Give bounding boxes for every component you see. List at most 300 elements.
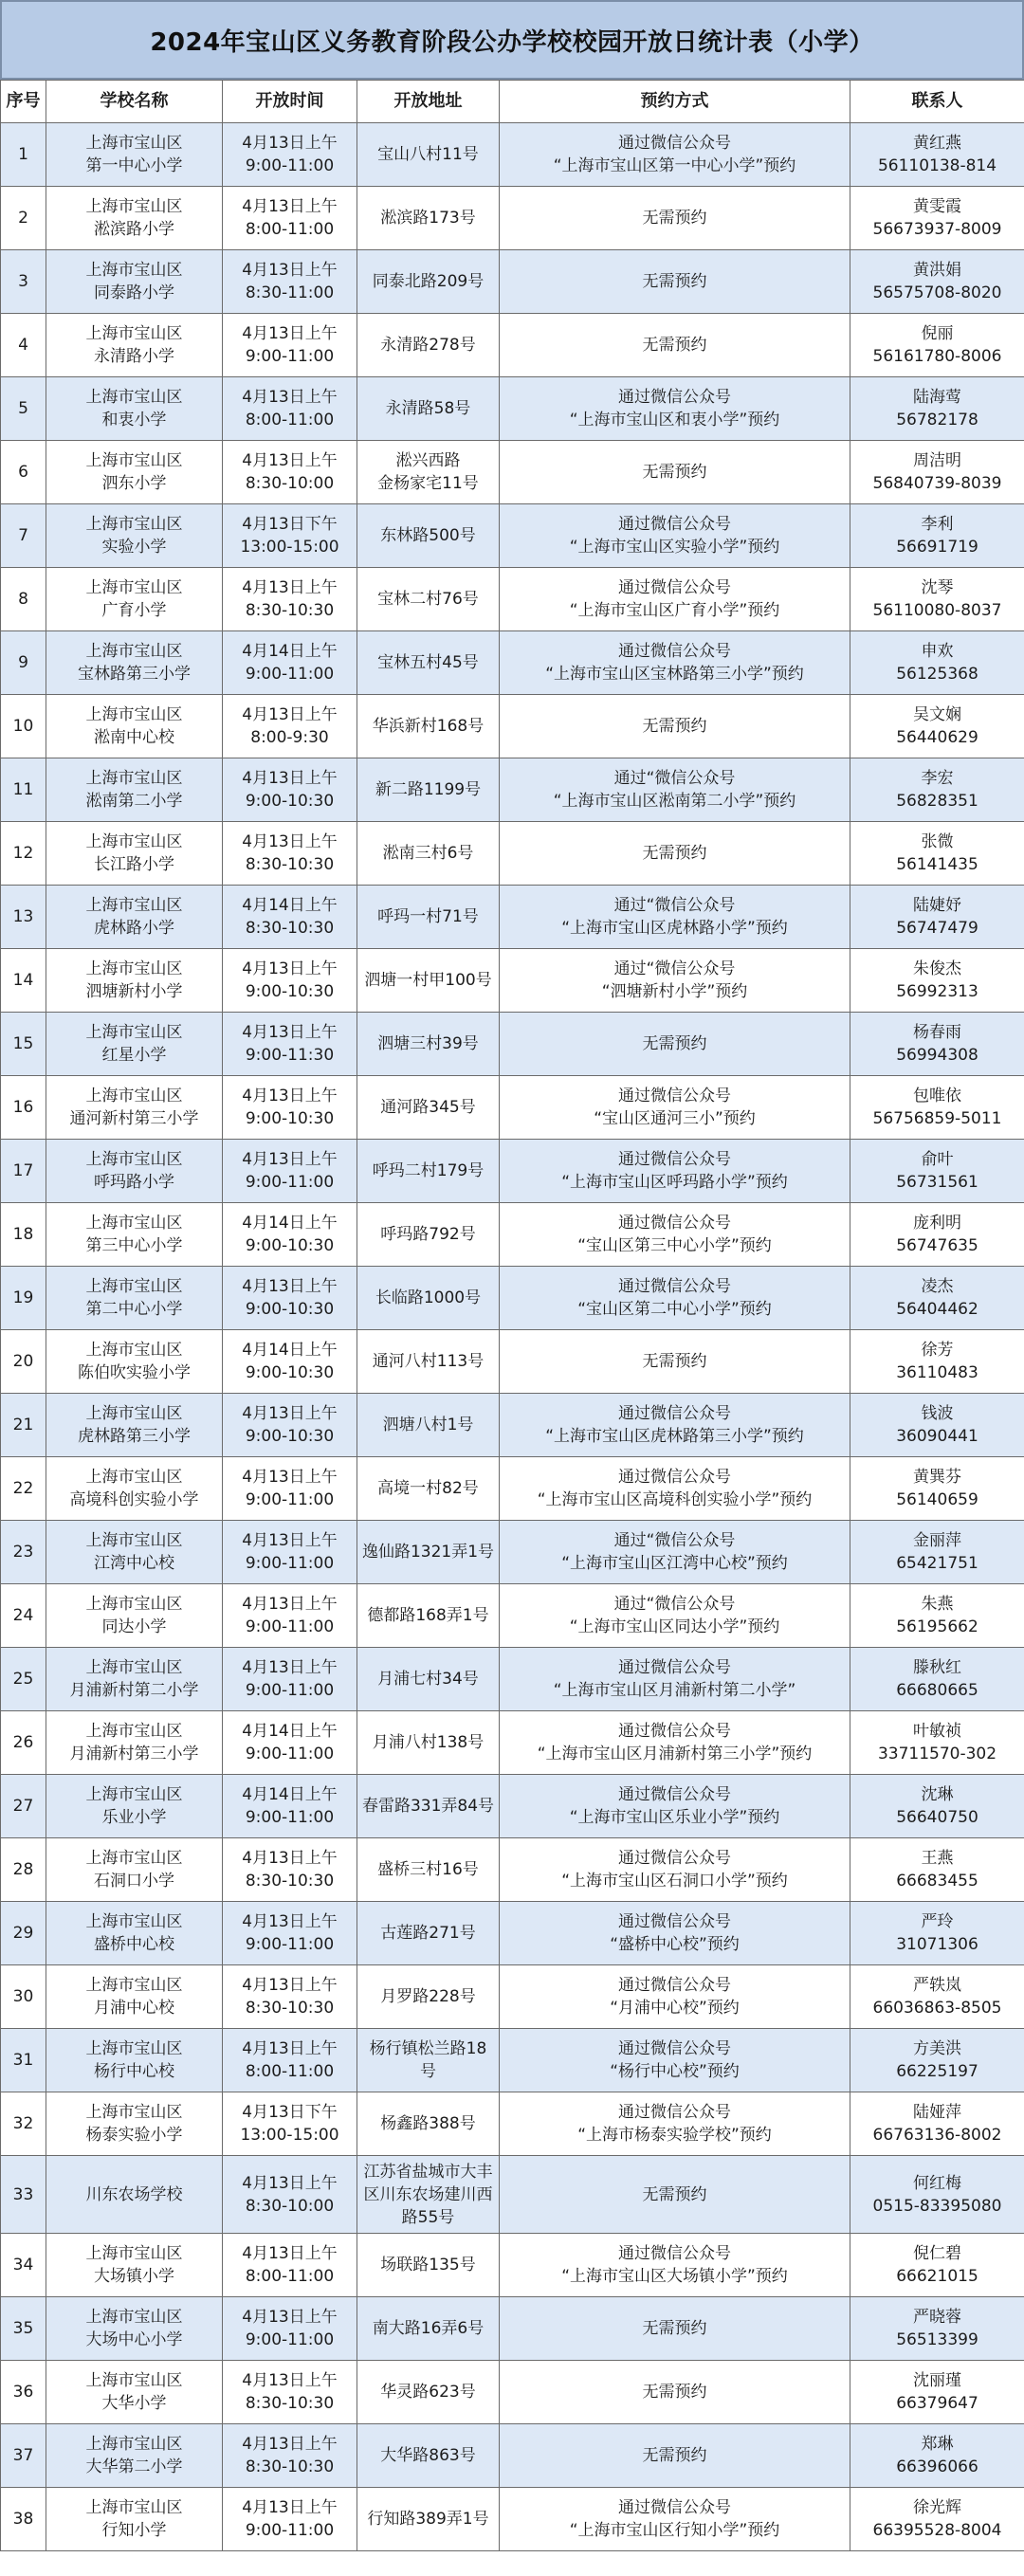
table-row (1, 1457, 1024, 1521)
cell-address-line: 通河八村113号 (372, 1352, 485, 1371)
cell-address-line: 宝林二村76号 (377, 590, 479, 609)
table-row (1, 1330, 1024, 1394)
cell-address-line: 同泰北路209号 (372, 272, 485, 291)
cell-contact-line: 沈琴 (921, 578, 954, 597)
cell-reservation-line: 通过微信公众号 (618, 1150, 731, 1169)
cell-no-line: 27 (12, 1797, 34, 1816)
cell-reservation-line: “上海市宝山区淞南第二小学”预约 (553, 792, 796, 811)
cell-reservation (500, 695, 850, 758)
cell-reservation (500, 1584, 850, 1648)
cell-contact-line: 0515-83395080 (872, 2196, 1002, 2216)
cell-reservation-line: 无需预约 (642, 1352, 707, 1371)
cell-contact-line: 严玲 (921, 1912, 954, 1931)
header-row (1, 81, 1024, 123)
cell-time (223, 2029, 357, 2092)
cell-reservation-line: 无需预约 (642, 336, 707, 355)
cell-contact (850, 2092, 1024, 2156)
cell-school-line: 同泰路小学 (94, 283, 174, 302)
cell-address-line: 呼玛一村71号 (377, 907, 479, 926)
cell-time (223, 123, 357, 187)
cell-no (1, 631, 46, 695)
cell-address-line: 盛桥三村16号 (377, 1860, 479, 1879)
cell-school-line: 上海市宝山区 (85, 2244, 183, 2263)
cell-no (1, 1203, 46, 1267)
cell-contact-line: 66763136-8002 (872, 2126, 1002, 2145)
cell-time-line: 9:00-11:00 (245, 347, 335, 366)
cell-address (357, 2234, 500, 2297)
cell-no (1, 2029, 46, 2092)
cell-reservation (500, 1394, 850, 1457)
cell-time-line: 4月13日上午 (242, 1277, 338, 1296)
cell-address-line: 区川东农场建川西 (363, 2184, 493, 2204)
cell-reservation-line: “上海市宝山区呼玛路小学”预约 (561, 1173, 788, 1192)
cell-no-line: 24 (12, 1606, 34, 1625)
table-row (1, 1584, 1024, 1648)
cell-contact-line: 56756859-5011 (872, 1109, 1002, 1128)
cell-no (1, 1267, 46, 1330)
cell-address-line: 南大路16弄6号 (372, 2319, 485, 2338)
cell-address (357, 822, 500, 886)
cell-contact-line: 申欢 (921, 642, 954, 661)
cell-address (357, 1203, 500, 1267)
cell-reservation (500, 568, 850, 631)
cell-no-line: 12 (12, 844, 34, 863)
cell-school-line: 上海市宝山区 (85, 2039, 183, 2058)
table-row (1, 1076, 1024, 1140)
cell-contact-line: 叶敏祯 (913, 1722, 961, 1741)
cell-reservation-line: “上海市宝山区广育小学”预约 (569, 601, 780, 620)
cell-address-line: 淞滨路173号 (380, 209, 476, 228)
cell-reservation-line: 通过微信公众号 (618, 1404, 731, 1423)
cell-reservation (500, 949, 850, 1013)
cell-school-line: 上海市宝山区 (85, 642, 183, 661)
cell-contact (850, 187, 1024, 250)
cell-school (46, 1648, 223, 1711)
table-row (1, 1394, 1024, 1457)
cell-time-line: 4月13日上午 (242, 1468, 338, 1487)
cell-school-line: 杨行中心校 (94, 2062, 174, 2081)
cell-no (1, 1076, 46, 1140)
cell-school-line: 淞滨路小学 (94, 220, 174, 239)
cell-contact-line: 陆海莺 (913, 388, 961, 407)
cell-reservation-line: “上海市宝山区高境科创实验小学”预约 (537, 1490, 813, 1509)
table-row (1, 250, 1024, 314)
cell-address-line: 泗塘八村1号 (382, 1416, 474, 1434)
cell-school-line: 上海市宝山区 (85, 324, 183, 343)
cell-contact (850, 1838, 1024, 1902)
cell-time-line: 4月13日下午 (242, 515, 338, 534)
cell-no (1, 2488, 46, 2551)
cell-time-line: 8:30-10:30 (245, 2394, 335, 2413)
cell-contact-line: 张微 (921, 832, 954, 851)
cell-address-line: 淞南三村6号 (382, 844, 474, 863)
cell-reservation-line: 通过“微信公众号 (613, 769, 736, 788)
cell-no-line: 15 (12, 1034, 34, 1053)
cell-address-line: 杨鑫路388号 (380, 2114, 476, 2133)
cell-address (357, 1965, 500, 2029)
table-row (1, 631, 1024, 695)
cell-time (223, 886, 357, 949)
table-row (1, 1267, 1024, 1330)
cell-time-line: 4月14日上午 (242, 896, 338, 915)
cell-reservation (500, 314, 850, 377)
cell-no-line: 10 (12, 717, 34, 736)
cell-school-line: 上海市宝山区 (85, 1785, 183, 1804)
cell-reservation-line: “上海市宝山区江湾中心校”预约 (561, 1554, 788, 1573)
cell-time-line: 4月13日上午 (242, 2435, 338, 2454)
cell-school-line: 上海市宝山区 (85, 1214, 183, 1233)
cell-school (46, 822, 223, 886)
cell-no-line: 31 (12, 2051, 34, 2070)
cell-school (46, 2029, 223, 2092)
cell-no (1, 1965, 46, 2029)
cell-contact-line: 36110483 (896, 1363, 978, 1382)
table-row (1, 1838, 1024, 1902)
cell-no-line: 37 (12, 2446, 34, 2465)
cell-contact (850, 1775, 1024, 1838)
cell-reservation-line: “上海市宝山区乐业小学”预约 (569, 1808, 780, 1827)
cell-contact-line: 严晓蓉 (913, 2308, 961, 2327)
cell-school (46, 1203, 223, 1267)
table-row (1, 504, 1024, 568)
cell-reservation (500, 1076, 850, 1140)
table-row (1, 822, 1024, 886)
cell-address-line: 月浦七村34号 (377, 1670, 479, 1689)
cell-time-line: 9:00-11:00 (245, 665, 335, 684)
cell-time-line: 13:00-15:00 (240, 2126, 339, 2145)
cell-time (223, 1838, 357, 1902)
cell-time-line: 4月13日上午 (242, 705, 338, 724)
cell-contact-line: 56828351 (896, 792, 978, 811)
cell-no-line: 20 (12, 1352, 34, 1371)
cell-school-line: 上海市宝山区 (85, 2435, 183, 2454)
cell-address (357, 2361, 500, 2424)
cell-no-line: 11 (12, 780, 34, 799)
cell-contact-line: 方美洪 (913, 2039, 961, 2058)
cell-address (357, 1330, 500, 1394)
cell-school (46, 377, 223, 441)
cell-school (46, 2488, 223, 2551)
cell-school (46, 949, 223, 1013)
cell-school (46, 886, 223, 949)
cell-no-line: 5 (18, 399, 28, 418)
cell-address (357, 2297, 500, 2361)
cell-reservation (500, 1775, 850, 1838)
cell-contact-line: 66396066 (896, 2457, 978, 2476)
cell-address-line: 呼玛二村179号 (372, 1161, 485, 1180)
cell-reservation (500, 504, 850, 568)
table-row (1, 2156, 1024, 2234)
cell-reservation-line: 通过微信公众号 (618, 1849, 731, 1868)
cell-address-line: 泗塘三村39号 (377, 1034, 479, 1053)
cell-time-line: 8:30-10:30 (245, 855, 335, 874)
cell-reservation-line: 通过微信公众号 (618, 642, 731, 661)
cell-reservation (500, 886, 850, 949)
cell-address (357, 1394, 500, 1457)
cell-address (357, 2092, 500, 2156)
cell-contact-line: 33711570-302 (877, 1745, 997, 1763)
cell-address (357, 2156, 500, 2234)
cell-contact-line: 徐芳 (921, 1341, 954, 1360)
title-bar (0, 0, 1024, 80)
cell-time (223, 1902, 357, 1965)
cell-reservation-line: 无需预约 (642, 2319, 707, 2338)
cell-reservation-line: “上海市宝山区宝林路第三小学”预约 (545, 665, 804, 684)
cell-contact (850, 2234, 1024, 2297)
cell-address-line: 长临路1000号 (375, 1288, 482, 1307)
cell-school-line: 上海市宝山区 (85, 515, 183, 534)
cell-address (357, 631, 500, 695)
cell-contact-line: 黄雯霞 (913, 197, 961, 216)
cell-no-line: 9 (18, 653, 28, 672)
cell-time (223, 1521, 357, 1584)
cell-reservation-line: 通过微信公众号 (618, 515, 731, 534)
cell-time-line: 9:00-11:00 (245, 2330, 335, 2349)
table-row (1, 377, 1024, 441)
cell-address-line: 宝山八村11号 (377, 145, 479, 164)
cell-address (357, 1140, 500, 1203)
cell-reservation-line: 通过微信公众号 (618, 1087, 731, 1105)
cell-contact (850, 1965, 1024, 2029)
cell-school-line: 上海市宝山区 (85, 1976, 183, 1995)
cell-school-line: 上海市宝山区 (85, 197, 183, 216)
cell-reservation-line: “泗塘新村小学”预约 (601, 982, 748, 1001)
cell-reservation-line: 通过微信公众号 (618, 1976, 731, 1995)
cell-address (357, 1521, 500, 1584)
cell-school-line: 上海市宝山区 (85, 1849, 183, 1868)
table-row (1, 123, 1024, 187)
cell-time-line: 9:00-11:30 (245, 1046, 335, 1065)
cell-contact-line: 31071306 (896, 1935, 978, 1954)
cell-school-line: 上海市宝山区 (85, 1087, 183, 1105)
cell-time-line: 8:30-10:30 (245, 1872, 335, 1891)
cell-reservation-line: “月浦中心校”预约 (610, 1999, 740, 2018)
cell-time-line: 4月13日上午 (242, 1150, 338, 1169)
header-no: 序号 (1, 81, 46, 123)
cell-school-line: 红星小学 (101, 1046, 167, 1065)
cell-time-line: 4月13日上午 (242, 1912, 338, 1931)
table-row (1, 2092, 1024, 2156)
cell-reservation-line: 通过“微信公众号 (613, 959, 736, 978)
cell-contact-line: 朱俊杰 (913, 959, 961, 978)
cell-reservation-line: 通过微信公众号 (618, 1785, 731, 1804)
cell-time-line: 4月13日上午 (242, 1658, 338, 1677)
cell-no (1, 504, 46, 568)
table-row (1, 758, 1024, 822)
cell-time (223, 1457, 357, 1521)
cell-reservation-line: 无需预约 (642, 1034, 707, 1053)
cell-time-line: 8:30-10:30 (245, 919, 335, 938)
cell-contact (850, 1902, 1024, 1965)
cell-reservation (500, 2488, 850, 2551)
table-row (1, 1902, 1024, 1965)
cell-time-line: 4月13日上午 (242, 1404, 338, 1423)
cell-contact (850, 377, 1024, 441)
cell-contact (850, 949, 1024, 1013)
cell-reservation-line: 通过微信公众号 (618, 2103, 731, 2122)
cell-reservation-line: 通过微信公众号 (618, 578, 731, 597)
cell-time (223, 695, 357, 758)
cell-address (357, 441, 500, 504)
cell-time (223, 1076, 357, 1140)
cell-time (223, 2488, 357, 2551)
cell-time (223, 1013, 357, 1076)
cell-time-line: 9:00-11:00 (245, 1490, 335, 1509)
cell-contact-line: 沈丽瑾 (913, 2371, 961, 2390)
cell-school-line: 月浦中心校 (94, 1999, 174, 2018)
cell-address (357, 1838, 500, 1902)
cell-reservation-line: “上海市宝山区大场镇小学”预约 (561, 2267, 788, 2286)
cell-time-line: 9:00-10:30 (245, 1427, 335, 1446)
cell-time (223, 504, 357, 568)
cell-school-line: 广育小学 (101, 601, 167, 620)
cell-school (46, 758, 223, 822)
cell-school-line: 陈伯吹实验小学 (78, 1363, 191, 1382)
cell-contact-line: 徐光辉 (913, 2498, 961, 2517)
table-row (1, 1965, 1024, 2029)
cell-school-line: 大场镇小学 (94, 2267, 174, 2286)
cell-time-line: 9:00-11:00 (245, 156, 335, 175)
cell-time-line: 4月13日上午 (242, 2371, 338, 2390)
cell-address-line: 大华路863号 (380, 2446, 476, 2465)
cell-no-line: 18 (12, 1225, 34, 1244)
cell-time-line: 8:30-10:30 (245, 1999, 335, 2018)
cell-school (46, 1013, 223, 1076)
cell-no (1, 758, 46, 822)
cell-address (357, 758, 500, 822)
cell-contact-line: 56440629 (896, 728, 978, 747)
cell-reservation-line: “上海市宝山区虎林路第三小学”预约 (545, 1427, 804, 1446)
cell-school (46, 2361, 223, 2424)
cell-contact-line: 朱燕 (921, 1595, 954, 1614)
cell-time-line: 8:00-11:00 (245, 411, 335, 429)
cell-time-line: 4月13日上午 (242, 388, 338, 407)
cell-reservation (500, 2297, 850, 2361)
cell-school-line: 上海市宝山区 (85, 769, 183, 788)
cell-time (223, 2297, 357, 2361)
cell-time-line: 8:00-11:00 (245, 220, 335, 239)
cell-reservation (500, 441, 850, 504)
cell-address-line: 行知路389弄1号 (367, 2510, 489, 2529)
cell-school (46, 2234, 223, 2297)
cell-contact-line: 66036863-8505 (872, 1999, 1002, 2018)
cell-reservation-line: 通过微信公众号 (618, 2039, 731, 2058)
cell-school-line: 高境科创实验小学 (69, 1490, 199, 1509)
cell-address-line: 月罗路228号 (380, 1987, 476, 2006)
cell-time (223, 441, 357, 504)
cell-contact-line: 56640750 (896, 1808, 978, 1827)
cell-time (223, 1648, 357, 1711)
cell-no (1, 441, 46, 504)
cell-school-line: 上海市宝山区 (85, 1023, 183, 1042)
cell-reservation-line: “上海市杨泰实验学校”预约 (577, 2126, 772, 2145)
table-row (1, 441, 1024, 504)
cell-address-line: 华浜新村168号 (372, 717, 485, 736)
cell-reservation-line: 通过“微信公众号 (613, 1595, 736, 1614)
cell-address-line: 永清路278号 (380, 336, 476, 355)
cell-school (46, 1584, 223, 1648)
cell-school-line: 大场中心小学 (85, 2330, 183, 2349)
table-row (1, 1775, 1024, 1838)
cell-time (223, 1267, 357, 1330)
cell-reservation-line: 通过微信公众号 (618, 1912, 731, 1931)
cell-contact-line: 陆娅萍 (913, 2103, 961, 2122)
cell-reservation (500, 631, 850, 695)
cell-address (357, 1267, 500, 1330)
cell-reservation-line: 通过微信公众号 (618, 1214, 731, 1233)
cell-reservation (500, 1902, 850, 1965)
cell-address (357, 2029, 500, 2092)
cell-time-line: 8:30-10:00 (245, 2196, 335, 2216)
cell-contact-line: 56161780-8006 (872, 347, 1002, 366)
cell-contact-line: 吴文娴 (913, 705, 961, 724)
cell-time-line: 9:00-10:30 (245, 1109, 335, 1128)
cell-school-line: 淞南第二小学 (85, 792, 183, 811)
cell-address-line: 永清路58号 (385, 399, 471, 418)
cell-reservation-line: 无需预约 (642, 2383, 707, 2402)
cell-school-line: 盛桥中心校 (94, 1935, 174, 1954)
cell-school (46, 2297, 223, 2361)
cell-no (1, 2361, 46, 2424)
cell-no-line: 21 (12, 1416, 34, 1434)
cell-school (46, 2156, 223, 2234)
cell-no (1, 1584, 46, 1648)
cell-contact (850, 1648, 1024, 1711)
cell-contact-line: 56110080-8037 (872, 601, 1002, 620)
cell-school-line: 同达小学 (101, 1617, 167, 1636)
cell-school (46, 1457, 223, 1521)
cell-contact (850, 1711, 1024, 1775)
cell-contact (850, 2297, 1024, 2361)
cell-school-line: 第三中心小学 (85, 1236, 183, 1255)
cell-contact (850, 1584, 1024, 1648)
cell-address-line: 宝林五村45号 (377, 653, 479, 672)
cell-time-line: 4月13日上午 (242, 2498, 338, 2517)
cell-school (46, 1711, 223, 1775)
cell-no (1, 1013, 46, 1076)
cell-no (1, 187, 46, 250)
cell-no-line: 6 (18, 463, 28, 482)
cell-time (223, 2424, 357, 2488)
cell-time-line: 8:30-10:30 (245, 2457, 335, 2476)
cell-no-line: 2 (18, 209, 28, 228)
cell-school-line: 上海市宝山区 (85, 2498, 183, 2517)
cell-address (357, 1013, 500, 1076)
cell-time (223, 949, 357, 1013)
cell-time-line: 4月13日上午 (242, 769, 338, 788)
cell-address (357, 2488, 500, 2551)
cell-reservation (500, 377, 850, 441)
cell-school-line: 上海市宝山区 (85, 1595, 183, 1614)
cell-reservation-line: “上海市宝山区行知小学”预约 (569, 2521, 780, 2540)
cell-address-line: 华灵路623号 (380, 2383, 476, 2402)
cell-no-line: 16 (12, 1098, 34, 1117)
cell-reservation-line: 通过微信公众号 (618, 2244, 731, 2263)
cell-time-line: 4月14日上午 (242, 1341, 338, 1360)
cell-reservation (500, 250, 850, 314)
cell-time (223, 2234, 357, 2297)
cell-address-line: 金杨家宅11号 (377, 474, 479, 493)
cell-contact (850, 1267, 1024, 1330)
cell-school (46, 568, 223, 631)
cell-time (223, 2156, 357, 2234)
cell-school-line: 永清路小学 (94, 347, 174, 366)
cell-no-line: 19 (12, 1288, 34, 1307)
header-reservation: 预约方式 (500, 81, 850, 123)
cell-school-line: 上海市宝山区 (85, 1658, 183, 1677)
cell-contact-line: 周洁明 (913, 451, 961, 470)
cell-school-line: 乐业小学 (101, 1808, 167, 1827)
